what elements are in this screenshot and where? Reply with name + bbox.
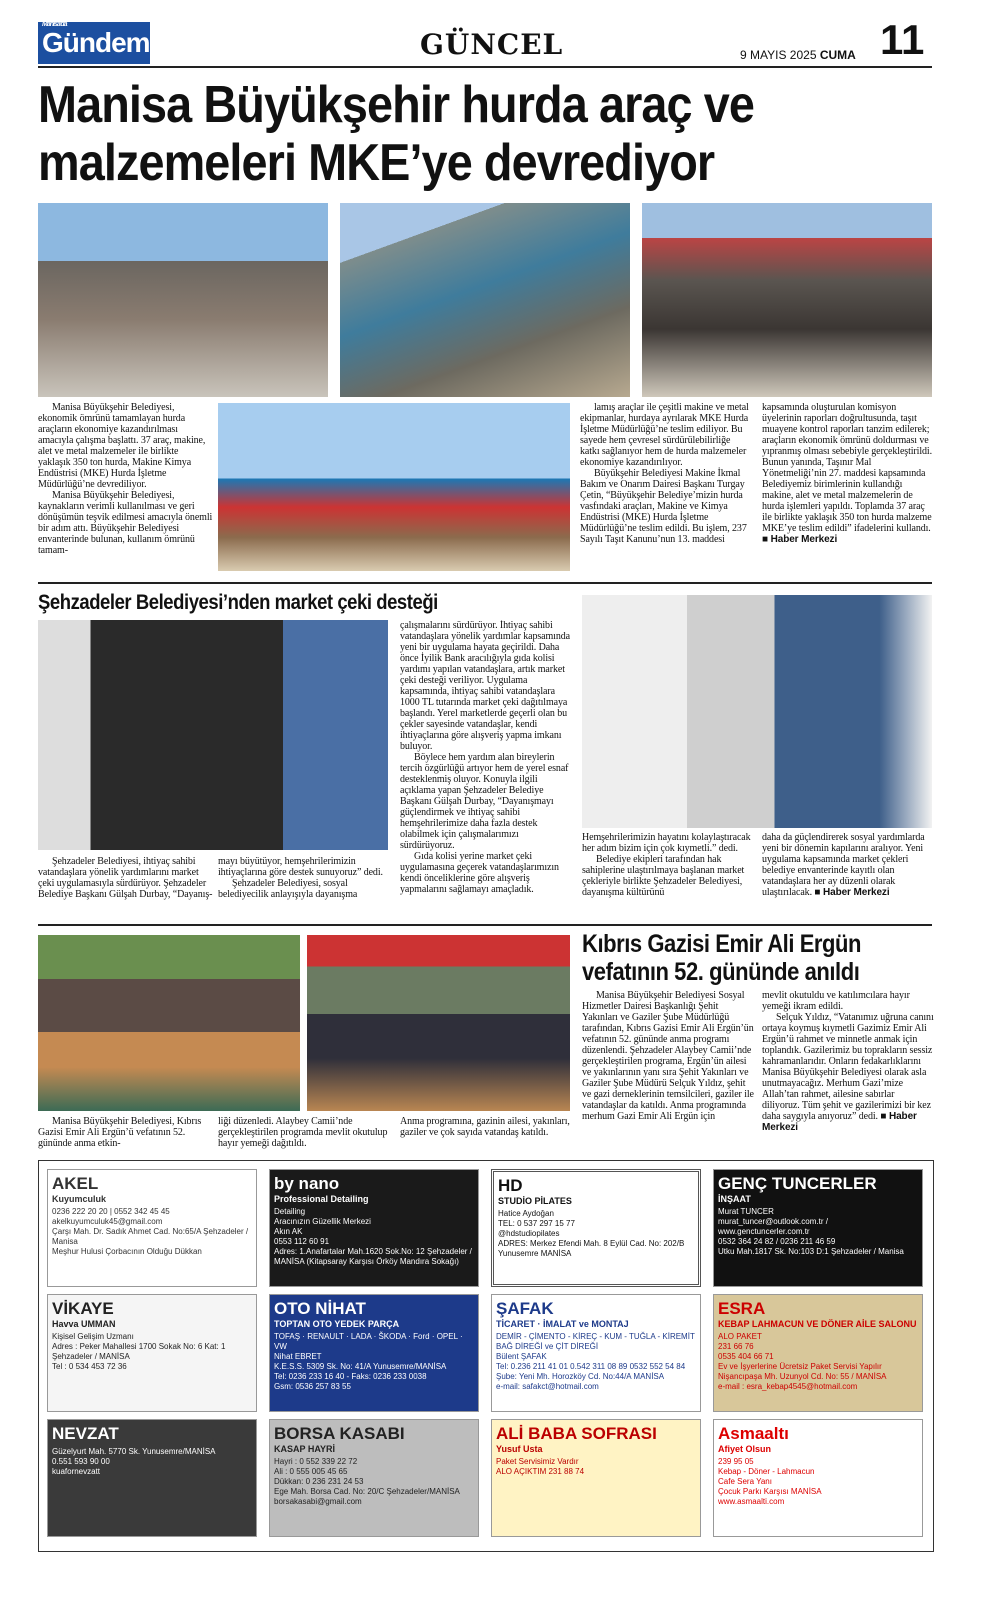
ad-line: e-mail: safakct@hotmail.com bbox=[496, 1382, 599, 1391]
para: mayı büyütüyor, hemşehrilerimizin ihtiyaçlarına göre destek sunuyoruz” dedi. bbox=[218, 856, 383, 878]
article3-col5 bbox=[762, 990, 934, 1158]
ad-line: kuafornevzatt bbox=[52, 1467, 101, 1476]
ad-line: Kebap - Döner - Lahmacun bbox=[718, 1467, 815, 1476]
ad-line: Ev ve İşyerlerine Ücretsiz Paket Servisi Yapılır bbox=[718, 1362, 882, 1371]
ad-line: TOFAŞ · RENAULT · LADA · ŠKODA · Ford · OPEL · VW bbox=[274, 1332, 463, 1351]
article2-col3 bbox=[400, 620, 572, 920]
ad-by-nano bbox=[269, 1169, 479, 1287]
day: CUMA bbox=[819, 48, 856, 62]
ad-line: ADRES: Merkez Efendi Mah. 8 Eylül Cad. No: 202/B Yunusemre MANİSA bbox=[498, 1239, 685, 1258]
photo-memorial-meal-2 bbox=[307, 935, 570, 1111]
article3-col4 bbox=[582, 990, 754, 1158]
ad-line: Nihat EBRET bbox=[274, 1352, 322, 1361]
article3-col2 bbox=[218, 1116, 390, 1156]
section-title: GÜNCEL bbox=[420, 28, 564, 61]
byline: ■ Haber Merkezi bbox=[762, 534, 838, 545]
page-number: 11 bbox=[880, 16, 925, 63]
para: Hemşehrilerimizin hayatını kolaylaştıracak her adım bizim için çok kıymetli.” dedi. bbox=[582, 832, 751, 854]
ad-line: Şube: Yeni Mh. Horozköy Cd. No:44/A MANİSA bbox=[496, 1372, 665, 1381]
ad-subtitle: İNŞAAT bbox=[718, 1194, 751, 1204]
advertisements bbox=[38, 1160, 934, 1552]
ad-line: murat_tuncer@outlook.com.tr / www.genctuncerler.com.tr bbox=[718, 1217, 828, 1236]
para: Büyükşehir Belediyesi Makine İkmal Bakım ve Onarım Dairesi Başkanı Turgay Çetin, “Büyükşehir Belediye’mizin hurda vasfındaki araçları, Makine ve Kimya Endüstrisi (MKE) Hurda İşletme Müdürlüğü’ne teslim edildi. Bu işlem, 237 Sayılı Taşıt Kanunu’nun 13. maddesi bbox=[580, 468, 747, 545]
ad-title: ALİ BABA SOFRASI bbox=[496, 1424, 657, 1443]
ad-asmaalt- bbox=[713, 1419, 923, 1537]
ad-line: DEMİR - ÇİMENTO - KİREÇ - KUM - TUĞLA - KİREMİT bbox=[496, 1332, 695, 1341]
ad-line: 0535 404 66 71 bbox=[718, 1352, 774, 1361]
ad-subtitle: TİCARET · İMALAT ve MONTAJ bbox=[496, 1319, 629, 1329]
article2-col1 bbox=[38, 856, 213, 918]
ad-line: Aracınızın Güzellik Merkezi bbox=[274, 1217, 371, 1226]
ad-line: Utku Mah.1817 Sk. No:103 D:1 Şehzadeler / Manisa bbox=[718, 1247, 904, 1256]
headline: Manisa Büyükşehir hurda araç ve malzemeleri MKE’ye devrediyor bbox=[38, 76, 755, 192]
article1-col3 bbox=[762, 402, 934, 580]
ad-line: ALO AÇIKTIM 231 88 74 bbox=[496, 1467, 585, 1476]
ad-title: AKEL bbox=[52, 1174, 99, 1193]
ad-subtitle: KEBAP LAHMACUN VE DÖNER AİLE SALONU bbox=[718, 1319, 917, 1329]
ad-vi-kaye bbox=[47, 1294, 257, 1412]
ad-line: akelkuyumculuk45@gmail.com bbox=[52, 1217, 163, 1226]
ad-title: VİKAYE bbox=[52, 1299, 114, 1318]
para: Böylece hem yardım alan bireylerin tercih özgürlüğü artıyor hem de yerel esnaf desteklenmiş oluyor. Konuyla ilgili açıklama yapan Şehzadeler Belediye Başkanı Gülşah Durbay, “Dayanışmayı güçlendirmek ve ihtiyaç sahibi hemşehrilerimize daha fazla destek olabilmek için çalışmalarımızı sürdürüyoruz. bbox=[400, 752, 569, 851]
ad-title: Asmaaltı bbox=[718, 1424, 789, 1443]
para: Şehzadeler Belediyesi, sosyal belediyecilik anlayışıyla dayanışma bbox=[218, 878, 358, 900]
para: Anma programına, gazinin ailesi, yakınları, gaziler ve çok sayıda vatandaş katıldı. bbox=[400, 1116, 570, 1138]
ad-line: BAĞ DİREĞİ ve ÇİT DİREĞİ bbox=[496, 1342, 599, 1351]
ad-title: OTO NİHAT bbox=[274, 1299, 366, 1318]
ad-line: Gsm: 0536 257 83 55 bbox=[274, 1382, 351, 1391]
ad-subtitle: Professional Detailing bbox=[274, 1194, 369, 1204]
article2-col2 bbox=[218, 856, 388, 918]
ad-subtitle: STUDİO PİLATES bbox=[498, 1196, 572, 1206]
para: Gıda kolisi yerine market çeki uygulamasına geçerek vatandaşlarımızın kendi önceliklerine göre alışveriş yapmalarını sağlamayı amaçladık. bbox=[400, 851, 559, 895]
ad-subtitle: KASAP HAYRİ bbox=[274, 1444, 336, 1454]
ad-subtitle: Afiyet Olsun bbox=[718, 1444, 772, 1454]
ad-line: Meşhur Hulusi Çorbacının Olduğu Dükkan bbox=[52, 1247, 202, 1256]
ad-title: HD bbox=[498, 1176, 523, 1195]
article1-col1 bbox=[38, 402, 213, 578]
para: kapsamında oluşturulan komisyon üyelerinin raporları doğrultusunda, taşıt muayene kontrol raporları tanzim edilerek; araçların ekonomik ömrünü doldurması ve yıpranmış olması sebebiyle gerçekleştirildi. Bunun yanında, Taşınır Mal Yönetmeliği’nin 27. maddesi kapsamında Belediyemiz birimlerinin kullandığı makine, alet ve metal malzemelerin de hurda işlemleri yapıldı. Toplamda 37 araç ile birlikte yaklaşık 350 ton hurda malzeme MKE’ye teslim edildi” ifadelerini kullandı. bbox=[762, 402, 932, 534]
ad-line: Cafe Sera Yanı bbox=[718, 1477, 772, 1486]
para: Selçuk Yıldız, “Vatanımız uğruna canını ortaya koymuş kıymetli Gazimiz Emir Ali Ergün’ü rahmet ve minnetle anmak için toplandık. Gazilerimiz bu toprakların sessiz kahramanlarıdır. Onların fedakarlıklarını Manisa Büyükşehir Belediyesi olarak asla unutmayacağız. Merhum Gazi’mize Allah’tan rahmet, ailesine sabırlar diliyoruz. Tüm şehit ve gazilerimizi bir kez daha saygıyla anıyoruz” dedi. bbox=[762, 1012, 934, 1122]
ad-title: ESRA bbox=[718, 1299, 766, 1318]
ad-hd bbox=[491, 1169, 701, 1287]
para: lamış araçlar ile çeşitli makine ve metal ekipmanlar, hurdaya ayrılarak MKE Hurda İşletme Müdürlüğü’ne teslim ediliyor. Bu sayede hem çevresel sürdürülebilirliğe katkı sağlanıyor hem de hurda malzemeler ekonomiye kazandırılıyor. bbox=[580, 402, 749, 468]
ad-line: Ali : 0 555 005 45 65 bbox=[274, 1467, 348, 1476]
para: Belediye ekipleri tarafından hak sahiplerine ulaştırılmaya başlanan market çekleriyle birlikte Şehzadeler Belediyesi, dayanışma kültürünü bbox=[582, 854, 745, 898]
ad-subtitle: Kuyumculuk bbox=[52, 1194, 107, 1204]
photo-scrap-truck bbox=[340, 203, 630, 397]
ad-title: NEVZAT bbox=[52, 1424, 119, 1443]
ad-line: ALO PAKET bbox=[718, 1332, 762, 1341]
divider bbox=[38, 582, 932, 584]
logo-text: Gündem bbox=[42, 27, 150, 58]
ad-subtitle: Havva UMMAN bbox=[52, 1319, 116, 1329]
ad-subtitle: Yusuf Usta bbox=[496, 1444, 543, 1454]
ad-line: Hayri : 0 552 339 22 72 bbox=[274, 1457, 358, 1466]
para: Manisa Büyükşehir Belediyesi, ekonomik ömrünü tamamlayan hurda araçların ekonomiye kazandırılması amacıyla çalışma başlattı. 37 araç, makine, alet ve metal malzemeler ile birlikte yaklaşık 350 ton hurda, Makine Kimya Endüstrisi (MKE) Hurda İşletme Müdürlüğü’ne devrediliyor. bbox=[38, 402, 206, 490]
ad-subtitle: TOPTAN OTO YEDEK PARÇA bbox=[274, 1319, 400, 1329]
ad-line: Ege Mah. Borsa Cad. No: 20/C Şehzadeler/MANİSA bbox=[274, 1487, 460, 1496]
article3-col1 bbox=[38, 1116, 213, 1156]
ad-akel bbox=[47, 1169, 257, 1287]
ad-line: Detailing bbox=[274, 1207, 306, 1216]
ad-line: K.E.S.S. 5309 Sk. No: 41/A Yunusemre/MANİSA bbox=[274, 1362, 447, 1371]
para: mevlit okutuldu ve katılımcılara hayır yemeği ikram edildi. bbox=[762, 990, 910, 1012]
para: daha da güçlendirerek sosyal yardımlarda yeni bir dönemin kapılarını aralıyor. Yeni uygulama kapsamında market çekleri belediye envanterinde kayıtlı olan vatandaşlara her ay düzenli olarak ulaştırılacak. bbox=[762, 832, 925, 898]
ad-line: Dükkan: 0 236 231 24 53 bbox=[274, 1477, 364, 1486]
article2-headline: Şehzadeler Belediyesi’nden market çeki desteği bbox=[38, 591, 438, 614]
photo-burnt-truck bbox=[642, 203, 932, 397]
ad-oto-ni-hat bbox=[269, 1294, 479, 1412]
ad-line: @hdstudiopilates bbox=[498, 1229, 560, 1238]
byline: ■ Haber Merkezi bbox=[814, 887, 890, 898]
ad-line: TEL: 0 537 297 15 77 bbox=[498, 1219, 575, 1228]
ad-line: 231 66 76 bbox=[718, 1342, 754, 1351]
photo-memorial-meal-1 bbox=[38, 935, 300, 1111]
ad-line: e-mail : esra_kebap4545@hotmail.com bbox=[718, 1382, 858, 1391]
ad-line: Çocuk Parkı Karşısı MANİSA bbox=[718, 1487, 822, 1496]
article2-col5 bbox=[762, 832, 934, 920]
ad-line: Hatice Aydoğan bbox=[498, 1209, 554, 1218]
ad-line: Tel: 0.236 211 41 01 0.542 311 08 89 0532 552 54 84 bbox=[496, 1362, 686, 1371]
article2-col4 bbox=[582, 832, 754, 920]
ad-line: 0236 222 20 20 | 0552 342 45 45 bbox=[52, 1207, 170, 1216]
ad-line: Adres : Peker Mahallesi 1700 Sokak No: 6 Kat: 1 Şehzadeler / MANİSA bbox=[52, 1342, 226, 1361]
ad-line: Nişancıpaşa Mh. Uzunyol Cd. No: 55 / MANİSA bbox=[718, 1372, 887, 1381]
photo-scrap-pile bbox=[38, 203, 328, 397]
byline: ■ Haber Merkezi bbox=[762, 1111, 917, 1133]
article3-headline: Kıbrıs Gazisi Emir Ali Ergün vefatının 52. gününde anıldı bbox=[582, 930, 862, 986]
ad-title: by nano bbox=[274, 1174, 340, 1193]
date: 9 MAYIS 2025 bbox=[740, 48, 817, 62]
ad-line: 239 95 05 bbox=[718, 1457, 754, 1466]
ad-line: 0.551 593 90 00 bbox=[52, 1457, 110, 1466]
photo-cheque-delivery bbox=[582, 595, 932, 828]
ad-line: Akın AK bbox=[274, 1227, 303, 1236]
para: çalışmalarını sürdürüyor. İhtiyaç sahibi vatandaşlara yönelik yardımlar kapsamında yeni bir uygulama hayata geçirildi. Daha önce İyilik Bank aracılığıyla gıda kolisi yardımı yapılan vatandaşlara, artık market çeki desteği veriliyor. Uygulama kapsamında, ihtiyaç sahibi vatandaşlara 1000 TL tutarında market çeki dağıtılmaya başlandı. Yerel marketlerde geçerli olan bu çekler sayesinde vatandaşlar, kendi ihtiyaçlarına göre alışveriş yapma imkanı buluyor. bbox=[400, 620, 571, 752]
ad-esra bbox=[713, 1294, 923, 1412]
ad-line: 0553 112 60 91 bbox=[274, 1237, 330, 1246]
ad-line: Murat TUNCER bbox=[718, 1207, 774, 1216]
ad--afak bbox=[491, 1294, 701, 1412]
photo-crane-truck bbox=[218, 403, 570, 571]
logo-sub: Manisa'da bbox=[42, 21, 67, 28]
ad-line: 0532 364 24 82 / 0236 211 46 59 bbox=[718, 1237, 836, 1246]
ad-ali-baba-sofrasi bbox=[491, 1419, 701, 1537]
ad-line: Bülent ŞAFAK bbox=[496, 1352, 547, 1361]
ad-line: Çarşı Mah. Dr. Sadık Ahmet Cad. No:65/A Şehzadeler / Manisa bbox=[52, 1227, 249, 1246]
ad-line: Paket Servisimiz Vardır bbox=[496, 1457, 579, 1466]
para: liği düzenledi. Alaybey Camii’nde gerçekleştirilen programda mevlit okutulup hayır yemeği dağıtıldı. bbox=[218, 1116, 388, 1149]
issue-date bbox=[740, 48, 856, 62]
article3-col3 bbox=[400, 1116, 572, 1156]
para: Manisa Büyükşehir Belediyesi, Kıbrıs Gazisi Emir Ali Ergün’ü vefatının 52. gününde anma etkin- bbox=[38, 1116, 202, 1149]
ad-borsa-kasabi bbox=[269, 1419, 479, 1537]
ad-line: borsakasabi@gmail.com bbox=[274, 1497, 362, 1506]
ad-line: Adres: 1.Anafartalar Mah.1620 Sok.No: 12 Şehzadeler / MANİSA (Kitapsaray Karşısı Örköy Mandıra Sokağı) bbox=[274, 1247, 472, 1266]
ad-line: www.asmaalti.com bbox=[718, 1497, 785, 1506]
photo-market-cheque bbox=[38, 620, 388, 850]
article1-col2 bbox=[580, 402, 752, 578]
ad-nevzat bbox=[47, 1419, 257, 1537]
divider bbox=[38, 924, 932, 926]
ad-title: BORSA KASABI bbox=[274, 1424, 405, 1443]
ad-line: Güzelyurt Mah. 5770 Sk. Yunusemre/MANİSA bbox=[52, 1447, 216, 1456]
ad-line: Kişisel Gelişim Uzmanı bbox=[52, 1332, 134, 1341]
ad-title: GENÇ TUNCERLER bbox=[718, 1174, 877, 1193]
ad-title: ŞAFAK bbox=[496, 1299, 554, 1318]
para: Şehzadeler Belediyesi, ihtiyaç sahibi vatandaşlara yönelik yardımlarını market çeki uygulamasıyla sürdürüyor. Şehzadeler Belediye Başkanı Gülşah Durbay, “Dayanış- bbox=[38, 856, 213, 900]
divider bbox=[38, 66, 932, 68]
ad-line: Tel : 0 534 453 72 36 bbox=[52, 1362, 127, 1371]
para: Manisa Büyükşehir Belediyesi Sosyal Hizmetler Dairesi Başkanlığı Şehit Yakınları ve Gaziler Şube Müdürlüğü tarafından, Kıbrıs Gazisi Emir Ali Ergün’ün vefatının 52. gününde anma programı düzenlendi. Şehzadeler Alaybey Camii’nde gerçekleştirilen programa, Ergün’ün ailesi ve yakınlarının yanı sıra Şehit Yakınları ve Gaziler Şube Müdürü Selçuk Yıldız, şehit ve gazi derneklerinin temsilcileri, gaziler ile vatandaşlar da katıldı. Anma programında merhum Gazi Emir Ali Ergün için bbox=[582, 990, 754, 1122]
newspaper-logo bbox=[38, 22, 150, 64]
ad-gen-tuncerler bbox=[713, 1169, 923, 1287]
para: Manisa Büyükşehir Belediyesi, kaynakların verimli kullanılması ve geri dönüşümün teşvik edilmesi amacıyla önemli bir adım attı. Büyükşehir Belediyesi envanterinde bulunan, kullanım ömrünü tamam- bbox=[38, 490, 213, 556]
ad-line: Tel: 0236 233 16 40 - Faks: 0236 233 0038 bbox=[274, 1372, 427, 1381]
